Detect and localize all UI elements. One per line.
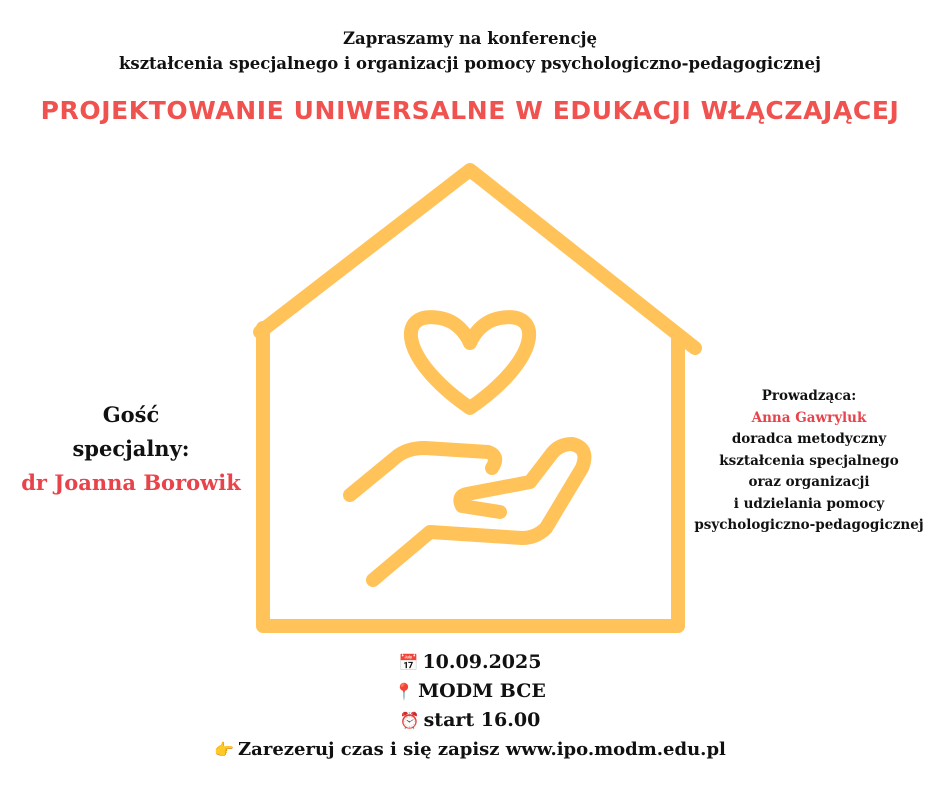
- host-role-line: doradca metodyczny: [731, 431, 887, 447]
- event-date: 10.09.2025: [422, 651, 542, 673]
- house-heart-hand-illustration: [230, 150, 710, 640]
- calendar-icon: 📅: [398, 653, 419, 672]
- headline: PROJEKTOWANIE UNIWERSALNE W EDUKACJI WŁĄCZAJĄCEJ: [40, 96, 900, 125]
- open-hand-icon: [373, 444, 584, 580]
- guest-label-line-1: Gość: [102, 402, 160, 427]
- heart-icon: [411, 317, 529, 408]
- special-guest-block: [0, 398, 262, 500]
- event-details: [0, 648, 940, 764]
- invitation-line-1: Zapraszamy na konferencję: [343, 29, 597, 48]
- signup-row: [0, 735, 940, 764]
- pin-icon: 📍: [394, 682, 415, 701]
- place-row: [0, 677, 940, 706]
- host-label: Prowadząca:: [761, 388, 857, 404]
- guest-label-line-2: specjalny:: [72, 436, 190, 461]
- date-row: [0, 648, 940, 677]
- event-time: start 16.00: [423, 709, 541, 731]
- signup-text[interactable]: Zarezeruj czas i się zapisz www.ipo.modm.edu.pl: [238, 739, 726, 760]
- host-block: [684, 386, 934, 537]
- host-role-line: oraz organizacji: [748, 474, 870, 490]
- invitation-line-2: kształcenia specjalnego i organizacji pomocy psychologiczno-pedagogicznej: [118, 54, 822, 73]
- host-role-line: psychologiczno-pedagogicznej: [694, 517, 924, 533]
- host-name: Anna Gawryluk: [751, 409, 867, 426]
- guest-name: dr Joanna Borowik: [21, 470, 241, 495]
- pointing-hand-icon: 👉: [214, 740, 235, 759]
- host-role-line: i udzielania pomocy: [733, 495, 885, 512]
- event-place: MODM BCE: [418, 680, 546, 702]
- host-role-line: kształcenia specjalnego: [719, 452, 899, 469]
- invitation-text: [0, 26, 940, 76]
- alarm-clock-icon: ⏰: [399, 711, 420, 730]
- time-row: [0, 706, 940, 735]
